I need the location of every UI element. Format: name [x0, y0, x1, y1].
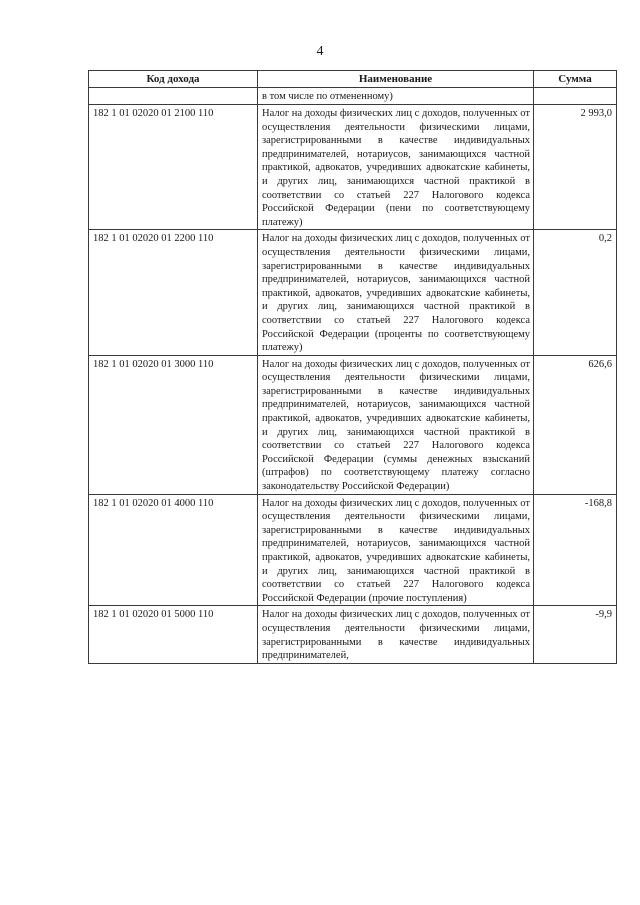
- revenue-code: 182 1 01 02020 01 3000 110: [89, 355, 258, 494]
- table-row: [89, 355, 617, 494]
- table-row: [89, 606, 617, 663]
- table-row: [89, 230, 617, 355]
- revenue-code: 182 1 01 02020 01 4000 110: [89, 494, 258, 606]
- revenue-amount: 2 993,0: [534, 105, 617, 230]
- continuation-row: [89, 88, 617, 105]
- revenue-name: Налог на доходы физических лиц с доходов, полученных от осуществления деятельности физическими лицами, зарегистрированными в качестве индивидуальных предпринимателей,: [258, 606, 534, 663]
- table-row: [89, 105, 617, 230]
- continuation-text: в том числе по отмененному): [258, 88, 534, 105]
- revenue-table: [88, 70, 617, 664]
- revenue-name: Налог на доходы физических лиц с доходов, полученных от осуществления деятельности физическими лицами, зарегистрированными в качестве индивидуальных предпринимателей, нотариусов, занимающихся частной практикой, адвокатов, учредивших адвокатские кабинеты, и других лиц, занимающихся частной практикой в соответствии со статьей 227 Налогового кодекса Российской Федерации (суммы денежных взысканий (штрафов) по соответствующему платежу согласно законодательству Российской Федерации): [258, 355, 534, 494]
- continuation-code-cell: [89, 88, 258, 105]
- header-amount: Сумма: [534, 71, 617, 88]
- revenue-code: 182 1 01 02020 01 2200 110: [89, 230, 258, 355]
- revenue-name: Налог на доходы физических лиц с доходов, полученных от осуществления деятельности физическими лицами, зарегистрированными в качестве индивидуальных предпринимателей, нотариусов, занимающихся частной практикой, адвокатов, учредивших адвокатские кабинеты, и других лиц, занимающихся частной практикой в соответствии со статьей 227 Налогового кодекса Российской Федерации (проценты по соответствующему платежу): [258, 230, 534, 355]
- revenue-amount: -168,8: [534, 494, 617, 606]
- header-code: Код дохода: [89, 71, 258, 88]
- table-row: [89, 494, 617, 606]
- revenue-amount: 0,2: [534, 230, 617, 355]
- table-header-row: [89, 71, 617, 88]
- revenue-code: 182 1 01 02020 01 5000 110: [89, 606, 258, 663]
- revenue-code: 182 1 01 02020 01 2100 110: [89, 105, 258, 230]
- revenue-name: Налог на доходы физических лиц с доходов, полученных от осуществления деятельности физическими лицами, зарегистрированными в качестве индивидуальных предпринимателей, нотариусов, занимающихся частной практикой, адвокатов, учредивших адвокатские кабинеты, и других лиц, занимающихся частной практикой в соответствии со статьей 227 Налогового кодекса Российской Федерации (пени по соответствующему платежу): [258, 105, 534, 230]
- revenue-name: Налог на доходы физических лиц с доходов, полученных от осуществления деятельности физическими лицами, зарегистрированными в качестве индивидуальных предпринимателей, нотариусов, занимающихся частной практикой, адвокатов, учредивших адвокатские кабинеты, и других лиц, занимающихся частной практикой в соответствии со статьей 227 Налогового кодекса Российской Федерации (прочие поступления): [258, 494, 534, 606]
- revenue-amount: 626,6: [534, 355, 617, 494]
- page-number: 4: [316, 44, 324, 59]
- continuation-amount-cell: [534, 88, 617, 105]
- header-name: Наименование: [258, 71, 534, 88]
- revenue-amount: -9,9: [534, 606, 617, 663]
